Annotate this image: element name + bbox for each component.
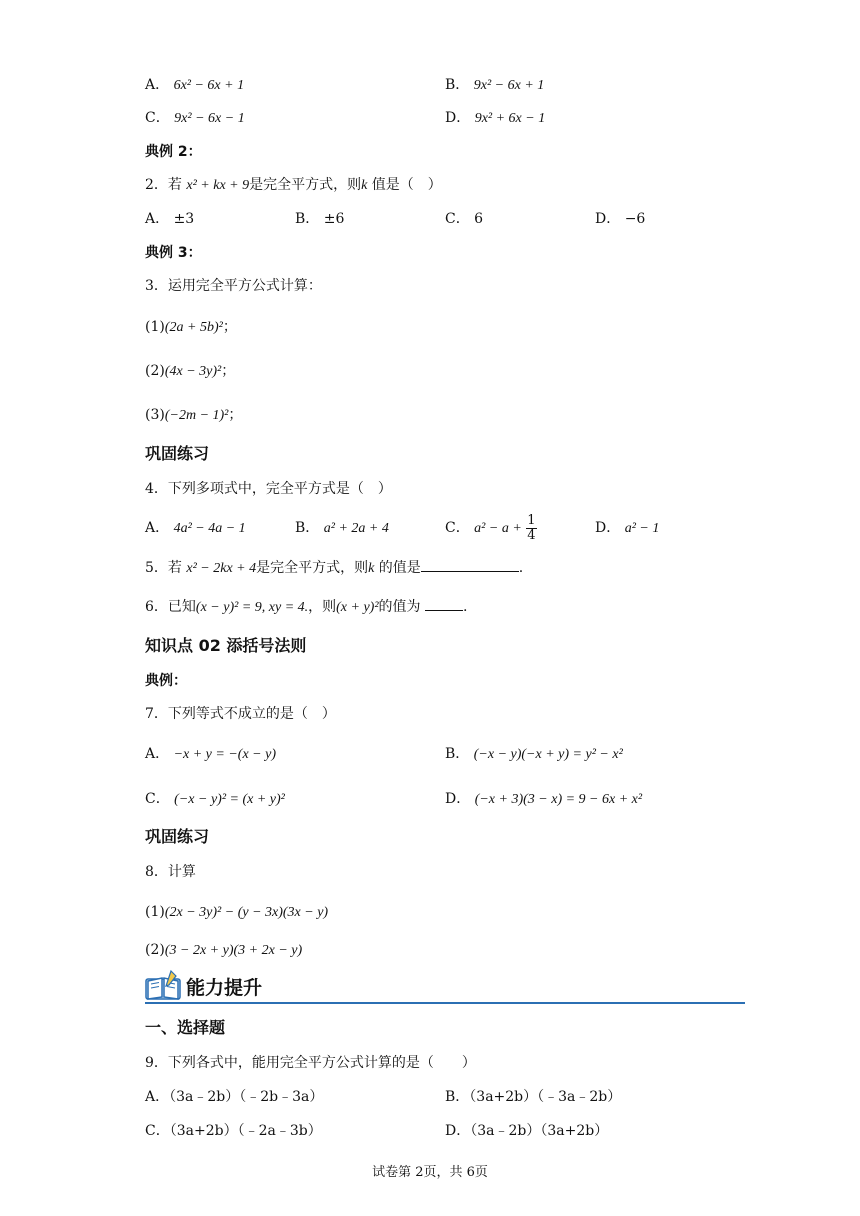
q1-option-a: A． 6x² − 6x + 1: [145, 77, 245, 93]
section-heading-choice: 一、选择题: [145, 1018, 226, 1037]
q1-option-c-expr: 9x² − 6x − 1: [174, 111, 245, 126]
question-5: 5．若 x² − 2kx + 4是完全平方式，则k 的值是 .: [145, 560, 524, 576]
example2-heading: 典例 2：: [145, 144, 202, 160]
question-2: 2．若 x² + kx + 9是完全平方式，则k 值是（ ）: [145, 177, 442, 193]
question-9: 9．下列各式中，能用完全平方公式计算的是（ ）: [145, 1055, 476, 1071]
q8-item-1: (1)(2x − 3y)² − (y − 3x)(3x − y): [145, 904, 329, 920]
q9-option-d: D．（3a﹣2b）（3a+2b）: [445, 1123, 609, 1139]
q9-option-b: B．（3a+2b）（﹣3a﹣2b）: [445, 1089, 622, 1105]
fraction-one-quarter: $\frac{1}{4}$: [527, 512, 536, 543]
knowledge-point-2-heading: 知识点 02 添括号法则: [145, 636, 307, 655]
banner-divider: [145, 1002, 745, 1004]
banner-title: 能力提升: [186, 977, 263, 999]
q1-option-b: B． 9x² − 6x + 1: [445, 77, 545, 93]
q9-option-c: C．（3a+2b）（﹣2a﹣3b）: [145, 1123, 322, 1139]
q3-item-2: (2)(4x − 3y)²；: [145, 363, 236, 379]
question-4: 4．下列多项式中，完全平方式是（ ）: [145, 481, 392, 497]
question-8: 8．计算: [145, 864, 196, 880]
q2-option-a: A． ±3: [145, 211, 195, 227]
q9-option-a: A．（3a﹣2b）（﹣2b﹣3a）: [145, 1089, 324, 1105]
q7-option-b: B． (−x − y)(−x + y) = y² − x²: [445, 746, 623, 762]
q8-item-2: (2)(3 − 2x + y)(3 + 2x − y): [145, 942, 303, 958]
q3-item-3: (3)(−2m − 1)²；: [145, 407, 243, 423]
q4-option-d: D． a² − 1: [595, 520, 660, 536]
q2-option-c: C． 6: [445, 211, 484, 227]
example-heading: 典例：: [145, 673, 187, 689]
q7-option-d: D． (−x + 3)(3 − x) = 9 − 6x + x²: [445, 791, 643, 807]
q2-option-d: D． −6: [595, 211, 646, 227]
example3-heading: 典例 3：: [145, 245, 202, 261]
practice-heading-1: 巩固练习: [145, 444, 210, 463]
q3-item-1: (1)(2a + 5b)²；: [145, 319, 237, 335]
page-footer: 试卷第 2页，共 6页: [372, 1165, 488, 1180]
q1-option-b-expr: 9x² − 6x + 1: [473, 78, 545, 93]
q4-option-b: B． a² + 2a + 4: [295, 520, 389, 536]
q2-option-b: B． ±6: [295, 211, 345, 227]
question-7: 7．下列等式不成立的是（ ）: [145, 706, 336, 722]
answer-blank[interactable]: [421, 559, 519, 572]
practice-heading-2: 巩固练习: [145, 827, 210, 846]
question-3: 3．运用完全平方公式计算：: [145, 278, 322, 294]
q4-option-a: A． 4a² − 4a − 1: [145, 520, 246, 536]
question-6: 6．已知(x − y)² = 9, xy = 4.，则(x + y)²的值为 .: [145, 599, 468, 615]
q1-option-a-expr: 6x² − 6x + 1: [173, 78, 245, 93]
q7-option-a: A． −x + y = −(x − y): [145, 746, 276, 762]
q1-option-d-expr: 9x² + 6x − 1: [474, 111, 546, 126]
q1-option-c: C． 9x² − 6x − 1: [145, 110, 245, 126]
q4-option-c: C． a² − a + $\frac{1}{4}$: [445, 512, 536, 543]
answer-blank[interactable]: [425, 598, 463, 611]
book-icon: [145, 969, 181, 1001]
q7-option-c: C． (−x − y)² = (x + y)²: [145, 791, 285, 807]
q1-option-d: D． 9x² + 6x − 1: [445, 110, 546, 126]
